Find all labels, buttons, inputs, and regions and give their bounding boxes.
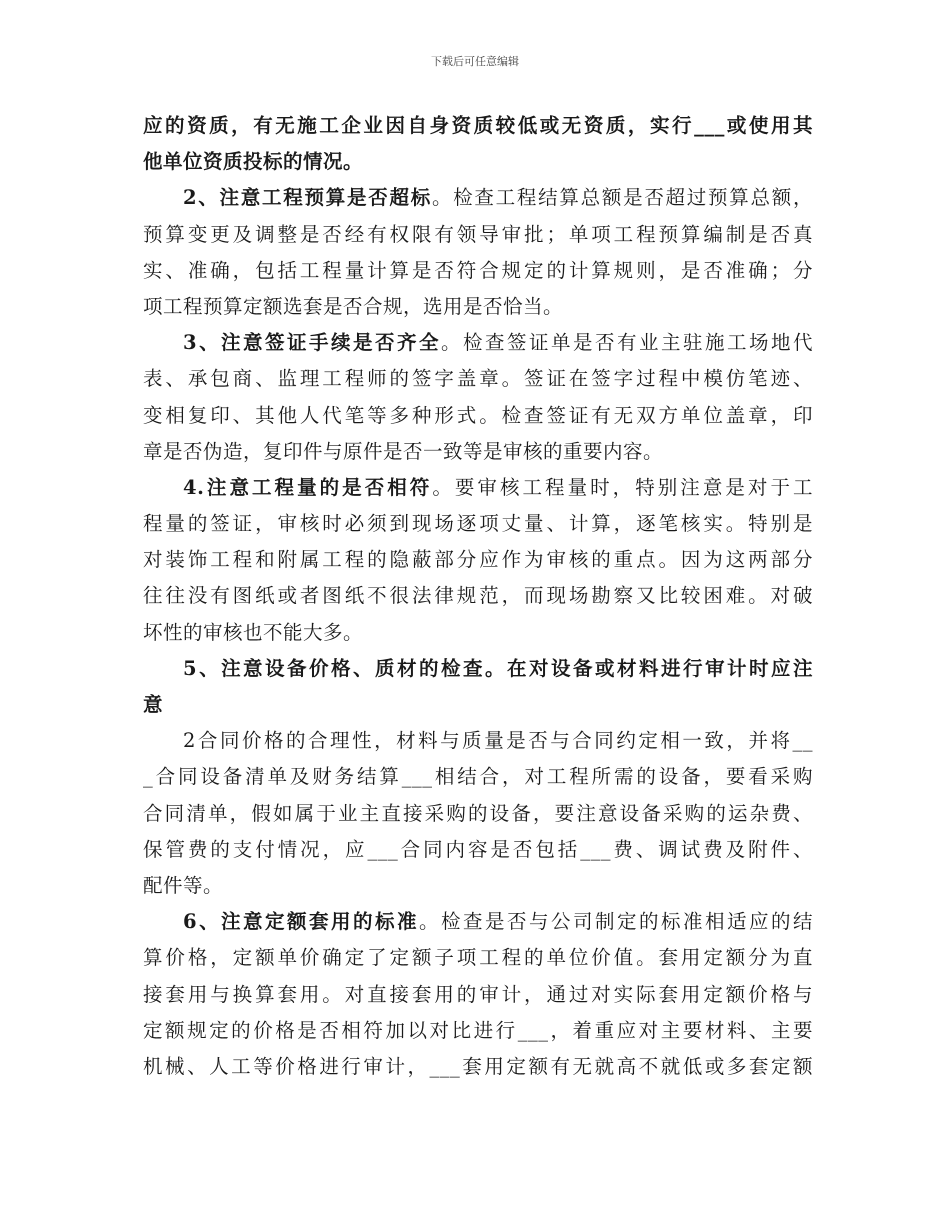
line-text: 2合同价格的合理性，材料与质量是否与合同约定相一致，并将__ (183, 729, 813, 753)
line-text: 预算变更及调整是否经有权限有领导审批；单项工程预算编制是否真 (143, 222, 813, 246)
line-text: 意 (143, 693, 164, 716)
text-line (143, 506, 813, 542)
line-text: 项工程预算定额选套是否合规，选用是否恰当。 (143, 294, 564, 318)
text-line (143, 434, 813, 470)
text-line (143, 542, 813, 578)
line-text: 实、准确，包括工程量计算是否符合规定的计算规则，是否准确；分 (143, 258, 813, 282)
line-text: 应的资质，有无施工企业因自身资质较低或无资质，实行___或使用其 (143, 114, 813, 137)
line-text: 往往没有图纸或者图纸不很法律规范，而现场勘察又比较困难。对破 (143, 584, 813, 608)
text-line (143, 578, 813, 614)
text-line (143, 868, 813, 904)
section-heading: 4.注意工程量的是否相符 (183, 475, 433, 499)
line-text: 机械、人工等价格进行审计，___套用定额有无就高不就低或多套定额 (143, 1054, 813, 1078)
text-line (143, 398, 813, 434)
text-line (143, 1049, 813, 1085)
line-text: 。检查工程结算总额是否超过预算总额， (431, 186, 813, 210)
text-line (143, 361, 813, 397)
line-text: 。检查签证单是否有业主驻施工场地代 (441, 331, 813, 355)
text-line (143, 940, 813, 976)
text-line (143, 651, 813, 687)
line-text: 。检查是否与公司制定的标准相适应的结 (419, 910, 813, 934)
document-body (143, 108, 813, 1085)
line-text: 5、注意设备价格、质材的检查。在对设备或材料进行审计时应注 (183, 656, 813, 680)
section-heading: 2、注意工程预算是否超标 (183, 186, 432, 210)
line-text: 他单位资质投标的情况。 (143, 150, 364, 174)
text-line (143, 144, 813, 180)
line-text: 。要审核工程量时，特别注意是对于工 (432, 475, 813, 499)
text-line (143, 687, 813, 723)
text-line (143, 217, 813, 253)
line-text: 章是否伪造，复印件与原件是否一致等是审核的重要内容。 (143, 439, 664, 463)
line-text: _合同设备清单及财务结算___相结合，对工程所需的设备，要看采购 (143, 765, 813, 789)
text-line (143, 796, 813, 832)
text-line (143, 759, 813, 795)
line-text: 配件等。 (143, 873, 224, 897)
text-line (143, 325, 813, 361)
line-text: 程量的签证，审核时必须到现场逐项丈量、计算，逐笔核实。特别是 (143, 512, 813, 536)
line-text: 表、承包商、监理工程师的签字盖章。签证在签字过程中模仿笔迹、 (143, 367, 813, 391)
section-heading: 6、注意定额套用的标准 (183, 910, 420, 934)
text-line (143, 832, 813, 868)
text-line (143, 180, 813, 216)
line-text: 对装饰工程和附属工程的隐蔽部分应作为审核的重点。因为这两部分 (143, 548, 813, 572)
line-text: 算价格，定额单价确定了定额子项工程的单位价值。套用定额分为直 (143, 946, 813, 970)
line-text: 合同清单，假如属于业主直接采购的设备，要注意设备采购的运杂费、 (143, 801, 813, 825)
text-line (143, 253, 813, 289)
line-text: 接套用与换算套用。对直接套用的审计，通过对实际套用定额价格与 (143, 982, 813, 1006)
line-text: 定额规定的价格是否相符加以对比进行___，着重应对主要材料、主要 (143, 1018, 813, 1042)
line-text: 变相复印、其他人代笔等多种形式。检查签证有无双方单位盖章，印 (143, 403, 813, 427)
line-text: 坏性的审核也不能大多。 (143, 620, 364, 644)
text-line (143, 904, 813, 940)
line-text: 保管费的支付情况，应___合同内容是否包括___费、调试费及附件、 (143, 837, 813, 861)
text-line (143, 108, 813, 144)
text-line (143, 723, 813, 759)
text-line (143, 1013, 813, 1049)
text-line (143, 615, 813, 651)
text-line (143, 977, 813, 1013)
text-line (143, 289, 813, 325)
page-header: 下载后可任意编辑 (431, 55, 519, 68)
section-heading: 3、注意签证手续是否齐全 (183, 331, 442, 355)
text-line (143, 470, 813, 506)
